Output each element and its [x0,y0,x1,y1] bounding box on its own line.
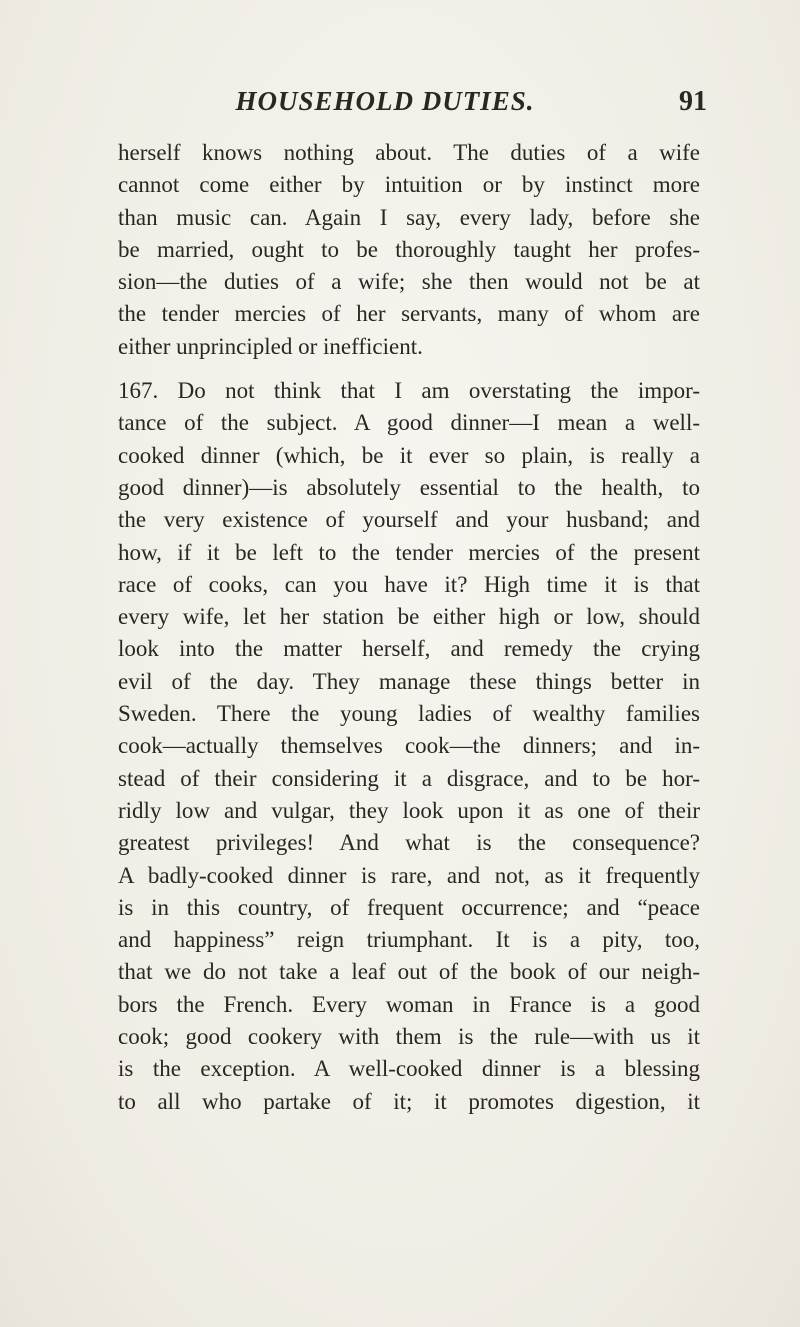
paragraph-1 [118,137,700,363]
text-line: is the exception. A well-cooked dinner is a blessing [118,1056,700,1082]
text-line: either unprincipled or inefficient. [118,333,423,359]
text-line: evil of the day. They manage these things better in [118,668,700,694]
text-line: cook; good cookery with them is the rule—with us it [118,1024,700,1050]
text-line: every wife, let her station be either high or low, should [118,604,700,630]
text-line: race of cooks, can you have it? High time it is that [118,571,700,597]
running-head: HOUSEHOLD DUTIES. [235,86,535,116]
text-line: to all who partake of it; it promotes digestion, it [118,1088,700,1114]
text-line: Sweden. There the young ladies of wealthy families [118,701,700,727]
text-line: greatest privileges! And what is the consequence? [118,830,700,856]
text-line: A badly-cooked dinner is rare, and not, as it frequently [118,862,700,888]
text-line: cooked dinner (which, be it ever so plain, is really a [118,442,700,468]
text-line: the very existence of yourself and your husband; and [118,507,700,533]
text-line: be married, ought to be thoroughly taught her profes- [118,236,700,262]
text-line: 167. Do not think that I am overstating the impor- [118,378,700,404]
paragraph-2 [118,375,700,1118]
text-line: how, if it be left to the tender mercies of the present [118,539,700,565]
page-header [0,86,800,126]
text-line: than music can. Again I say, every lady, before she [118,204,700,230]
paragraph-gap [118,363,700,375]
page-number: 91 [679,86,707,117]
text-line: is in this country, of frequent occurrence; and “peace [118,894,700,920]
text-line: tance of the subject. A good dinner—I mean a well- [118,410,700,436]
text-line: sion—the duties of a wife; she then would not be at [118,269,700,295]
text-line: good dinner)—is absolutely essential to the health, to [118,474,700,500]
text-line: the tender mercies of her servants, many of whom are [118,301,700,327]
text-line: herself knows nothing about. The duties of a wife [118,140,700,165]
text-line: cannot come either by intuition or by instinct more [118,172,700,198]
text-line: ridly low and vulgar, they look upon it as one of their [118,797,700,823]
text-line: bors the French. Every woman in France is a good [118,991,700,1017]
text-line: and happiness” reign triumphant. It is a pity, too, [118,927,700,953]
text-line: stead of their considering it a disgrace, and to be hor- [118,765,700,791]
text-line: cook—actually themselves cook—the dinners; and in- [118,733,700,759]
text-line: that we do not take a leaf out of the book of our neigh- [118,959,700,985]
text-line: look into the matter herself, and remedy the crying [118,636,700,662]
body-text [118,137,700,1118]
